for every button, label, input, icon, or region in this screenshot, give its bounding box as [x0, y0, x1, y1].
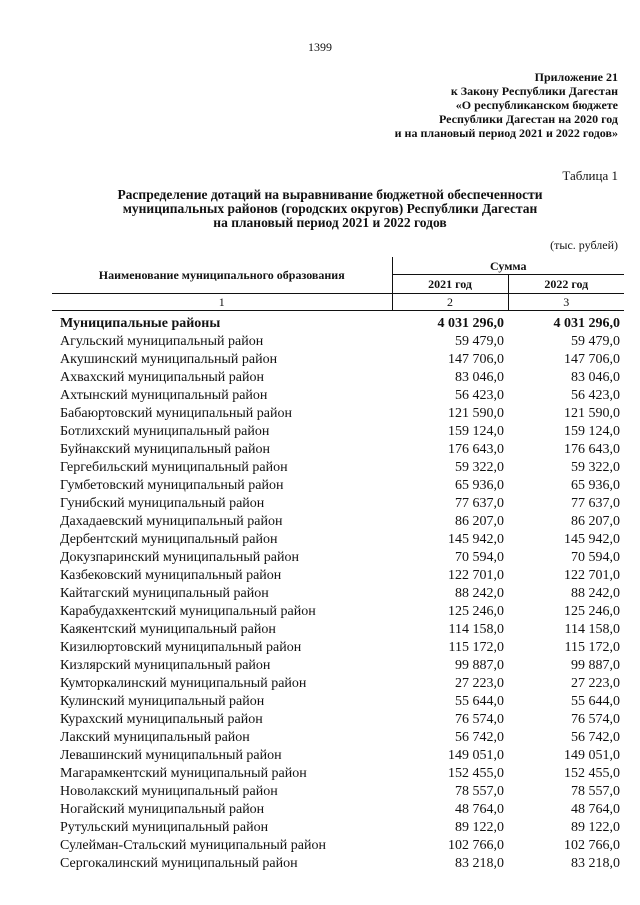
- table-row: [52, 513, 624, 531]
- amount-2022: 86 207,0: [571, 514, 621, 529]
- table-row: [52, 819, 624, 837]
- table-row: [52, 711, 624, 729]
- title-line: Распределение дотаций на выравнивание бюджетной обеспеченности: [117, 187, 543, 202]
- table-row: [52, 747, 624, 765]
- table-row: [52, 531, 624, 549]
- table-row: [52, 459, 624, 477]
- amount-2022: 56 742,0: [571, 730, 621, 745]
- district-name: Гергебильский муниципальный район: [60, 460, 288, 475]
- district-name: Казбековский муниципальный район: [60, 568, 282, 583]
- amount-2021: 114 158,0: [448, 622, 504, 637]
- amount-2021: 149 051,0: [448, 748, 504, 763]
- district-name: Дербентский муниципальный район: [60, 532, 278, 547]
- district-name: Агульский муниципальный район: [60, 334, 264, 349]
- table-row: [52, 549, 624, 567]
- amount-2022: 125 246,0: [564, 604, 621, 619]
- amount-2022: 149 051,0: [564, 748, 621, 763]
- district-name: Кумторкалинский муниципальный район: [60, 676, 307, 691]
- district-name: Дахадаевский муниципальный район: [60, 514, 283, 529]
- amount-2021: 121 590,0: [448, 406, 504, 421]
- title-line: муниципальных районов (городских округов) Республики Дагестан: [122, 201, 538, 216]
- district-name: Карабудахкентский муниципальный район: [60, 604, 316, 619]
- amount-2021: 159 124,0: [448, 424, 504, 439]
- appendix-block: [298, 70, 618, 140]
- amount-2021: 59 322,0: [455, 460, 504, 475]
- table-row: [52, 855, 624, 873]
- amount-2022: 78 557,0: [571, 784, 621, 799]
- district-name: Ахтынский муниципальный район: [60, 388, 268, 403]
- district-name: Сулейман-Стальский муниципальный район: [60, 838, 326, 853]
- district-name: Кизилюртовский муниципальный район: [60, 640, 302, 655]
- appendix-line: Приложение 21: [534, 70, 618, 84]
- district-name: Левашинский муниципальный район: [60, 748, 282, 763]
- amount-2022: 152 455,0: [564, 766, 621, 781]
- district-name: Сергокалинский муниципальный район: [60, 856, 298, 871]
- amount-2021: 77 637,0: [455, 496, 504, 511]
- amount-2021: 65 936,0: [455, 478, 504, 493]
- amount-2021: 152 455,0: [448, 766, 504, 781]
- amount-2021: 99 887,0: [455, 658, 504, 673]
- amount-2022: 89 122,0: [571, 820, 621, 835]
- amount-2022: 83 218,0: [571, 856, 621, 871]
- amount-2022: 77 637,0: [571, 496, 621, 511]
- appendix-line: Республики Дагестан на 2020 год: [439, 112, 618, 126]
- amount-2022: 102 766,0: [564, 838, 621, 853]
- table-row: [52, 639, 624, 657]
- table-row: [52, 603, 624, 621]
- header-name: Наименование муниципального образования: [52, 257, 392, 294]
- column-number: 1: [52, 294, 392, 311]
- district-name: Рутульский муниципальный район: [60, 820, 269, 835]
- subsidy-table: [52, 257, 624, 873]
- column-number: 3: [508, 294, 624, 311]
- amount-2021: 147 706,0: [448, 352, 504, 367]
- title-line: на плановый период 2021 и 2022 годов: [213, 215, 447, 230]
- amount-2021: 176 643,0: [448, 442, 504, 457]
- amount-2021: 115 172,0: [448, 640, 504, 655]
- table-row: [52, 585, 624, 603]
- amount-2022: 59 322,0: [571, 460, 621, 475]
- amount-2022: 59 479,0: [571, 334, 621, 349]
- total-2022: 4 031 296,0: [553, 316, 621, 331]
- amount-2021: 102 766,0: [448, 838, 504, 853]
- district-name: Гунибский муниципальный район: [60, 496, 265, 511]
- district-name: Каякентский муниципальный район: [60, 622, 276, 637]
- amount-2022: 55 644,0: [571, 694, 621, 709]
- table-row: [52, 783, 624, 801]
- district-name: Кизлярский муниципальный район: [60, 658, 271, 673]
- header-year-2022: 2022 год: [508, 275, 624, 294]
- amount-2022: 122 701,0: [564, 568, 621, 583]
- district-name: Буйнакский муниципальный район: [60, 442, 270, 457]
- header-sum: Сумма: [392, 257, 624, 275]
- appendix-line: и на плановый период 2021 и 2022 годов»: [394, 126, 618, 140]
- table-row: [52, 657, 624, 675]
- amount-2022: 159 124,0: [564, 424, 621, 439]
- amount-2021: 56 742,0: [455, 730, 504, 745]
- table-label: Таблица 1: [562, 168, 618, 183]
- amount-2022: 76 574,0: [571, 712, 621, 727]
- table-row: [52, 621, 624, 639]
- amount-2022: 115 172,0: [564, 640, 621, 655]
- amount-2021: 83 218,0: [455, 856, 504, 871]
- table-row: [52, 837, 624, 855]
- table-row: [52, 387, 624, 405]
- district-name: Бабаюртовский муниципальный район: [60, 406, 292, 421]
- district-name: Ботлихский муниципальный район: [60, 424, 270, 439]
- amount-2021: 48 764,0: [455, 802, 504, 817]
- table-row: [52, 567, 624, 585]
- amount-2022: 83 046,0: [571, 370, 621, 385]
- table-row: [52, 693, 624, 711]
- total-row: [52, 311, 624, 334]
- district-name: Магарамкентский муниципальный район: [60, 766, 307, 781]
- document-title: [60, 188, 600, 230]
- district-name: Ахвахский муниципальный район: [60, 370, 264, 385]
- amount-2021: 86 207,0: [455, 514, 504, 529]
- amount-2021: 145 942,0: [448, 532, 504, 547]
- district-name: Новолакский муниципальный район: [60, 784, 278, 799]
- page-number: 1399: [308, 40, 332, 54]
- amount-2021: 88 242,0: [455, 586, 504, 601]
- amount-2022: 114 158,0: [564, 622, 621, 637]
- table-row: [52, 495, 624, 513]
- column-number-row: [52, 294, 624, 311]
- table-row: [52, 765, 624, 783]
- table-row: [52, 423, 624, 441]
- amount-2021: 27 223,0: [455, 676, 504, 691]
- table-header-row: [52, 257, 624, 275]
- table-row: [52, 477, 624, 495]
- amount-2021: 55 644,0: [455, 694, 504, 709]
- amount-2021: 78 557,0: [455, 784, 504, 799]
- appendix-line: к Закону Республики Дагестан: [450, 84, 618, 98]
- table-row: [52, 351, 624, 369]
- amount-2022: 147 706,0: [564, 352, 621, 367]
- amount-2021: 125 246,0: [448, 604, 504, 619]
- appendix-line: «О республиканском бюджете: [455, 98, 618, 112]
- amount-2022: 88 242,0: [571, 586, 621, 601]
- district-name: Курахский муниципальный район: [60, 712, 263, 727]
- amount-2022: 145 942,0: [564, 532, 621, 547]
- amount-2022: 70 594,0: [571, 550, 621, 565]
- total-2021: 4 031 296,0: [437, 316, 504, 331]
- amount-2021: 122 701,0: [448, 568, 504, 583]
- header-year-2021: 2021 год: [392, 275, 508, 294]
- amount-2022: 65 936,0: [571, 478, 621, 493]
- amount-2022: 56 423,0: [571, 388, 621, 403]
- table-row: [52, 369, 624, 387]
- amount-2022: 27 223,0: [571, 676, 621, 691]
- amount-2021: 56 423,0: [455, 388, 504, 403]
- district-name: Гумбетовский муниципальный район: [60, 478, 284, 493]
- table-row: [52, 729, 624, 747]
- district-name: Акушинский муниципальный район: [60, 352, 278, 367]
- table-row: [52, 675, 624, 693]
- table-row: [52, 333, 624, 351]
- district-name: Ногайский муниципальный район: [60, 802, 265, 817]
- table-row: [52, 405, 624, 423]
- table-row: [52, 801, 624, 819]
- amount-2022: 99 887,0: [571, 658, 621, 673]
- amount-2022: 48 764,0: [571, 802, 621, 817]
- amount-2021: 83 046,0: [455, 370, 504, 385]
- amount-2021: 70 594,0: [455, 550, 504, 565]
- column-number: 2: [392, 294, 508, 311]
- amount-2021: 89 122,0: [455, 820, 504, 835]
- amount-2021: 76 574,0: [455, 712, 504, 727]
- district-name: Докузпаринский муниципальный район: [60, 550, 299, 565]
- district-name: Кайтагский муниципальный район: [60, 586, 269, 601]
- amount-2022: 176 643,0: [564, 442, 621, 457]
- units-label: (тыс. рублей): [550, 238, 618, 252]
- district-name: Лакский муниципальный район: [60, 730, 250, 745]
- district-name: Кулинский муниципальный район: [60, 694, 265, 709]
- amount-2022: 121 590,0: [564, 406, 621, 421]
- total-name: Муниципальные районы: [60, 316, 221, 331]
- amount-2021: 59 479,0: [455, 334, 504, 349]
- table-row: [52, 441, 624, 459]
